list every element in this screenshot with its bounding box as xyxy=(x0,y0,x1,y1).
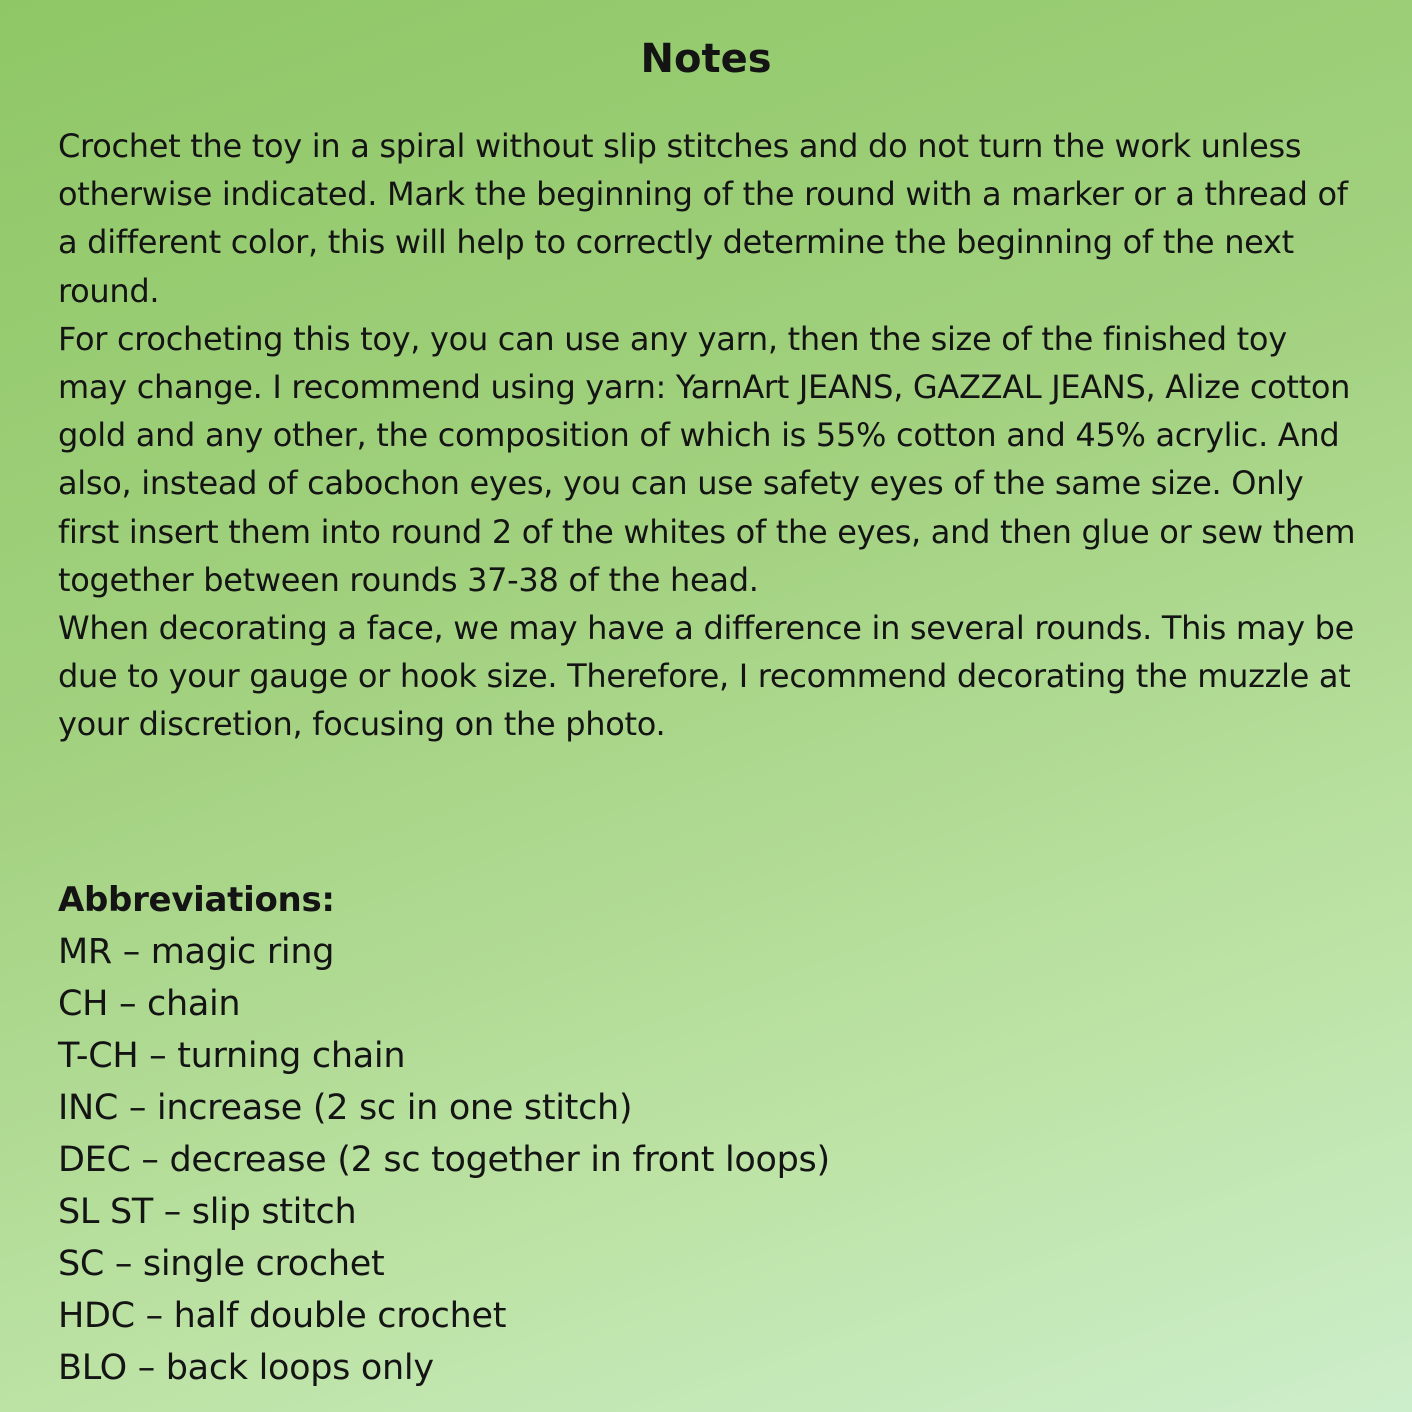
abbreviation-item: HDC – half double crochet xyxy=(58,1296,507,1336)
abbreviation-item: MR – magic ring xyxy=(58,932,335,972)
abbreviation-item: CH – chain xyxy=(58,984,241,1024)
notes-paragraph: When decorating a face, we may have a difference in several rounds. This may be due to your gauge or hook size. Therefore, I recommend decorating the muzzle at your discretion, focusing on the photo. xyxy=(58,609,1355,744)
notes-paragraph: Crochet the toy in a spiral without slip stitches and do not turn the work unless otherwise indicated. Mark the beginning of the round with a marker or a thread of a different color, this will help to correctly determine the beginning of the next round. xyxy=(58,127,1348,310)
page-title: Notes xyxy=(640,36,772,82)
abbreviation-item: INC – increase (2 sc in one stitch) xyxy=(58,1088,633,1128)
abbreviation-item: T-CH – turning chain xyxy=(58,1036,406,1076)
abbreviations-heading: Abbreviations: xyxy=(58,880,335,920)
abbreviations-section xyxy=(58,874,1258,1394)
abbreviation-item: SL ST – slip stitch xyxy=(58,1192,357,1232)
abbreviation-item: DEC – decrease (2 sc together in front loops) xyxy=(58,1140,830,1180)
abbreviation-item: SC – single crochet xyxy=(58,1244,385,1284)
abbreviations-list xyxy=(58,926,1258,1394)
notes-body xyxy=(58,122,1358,749)
abbreviation-item: BLO – back loops only xyxy=(58,1348,434,1388)
notes-paragraph: For crocheting this toy, you can use any yarn, then the size of the finished toy may change. I recommend using yarn: YarnArt JEANS, GAZZAL JEANS, Alize cotton gold and any other, the composition of which is 55% cotton and 45% acrylic. And also, instead of cabochon eyes, you can use safety eyes of the same size. Only first insert them into round 2 of the whites of the eyes, and then glue or sew them together between rounds 37-38 of the head. xyxy=(58,319,1356,599)
